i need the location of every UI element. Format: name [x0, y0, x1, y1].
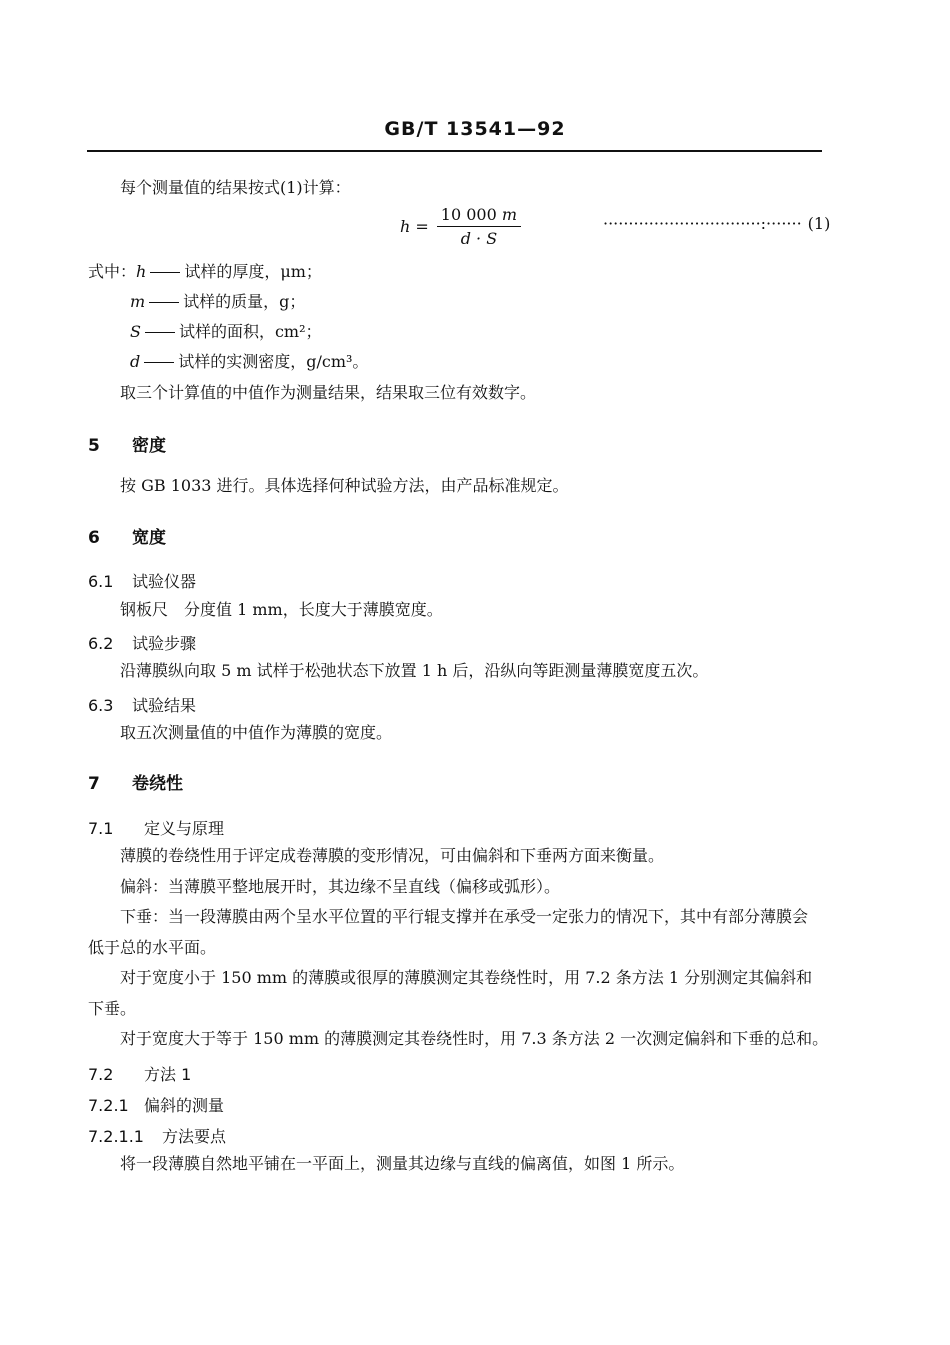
section-7-1-p3-line1: 下垂：当一段薄膜由两个呈水平位置的平行辊支撑并在承受一定张力的情况下，其中有部分薄膜会	[120, 907, 809, 926]
section-7-2-1-1-heading: 7.2.1.1 方法要点	[88, 1127, 227, 1146]
formula-1	[400, 205, 521, 248]
formula-ref: (1)	[807, 214, 831, 233]
formula-numerator: 10 000 m	[437, 205, 521, 227]
document-header-code: GB/T 13541—92	[384, 118, 566, 140]
em-dash	[149, 302, 179, 303]
section-7-1-p4-line1: 对于宽度小于 150 mm 的薄膜或很厚的薄膜测定其卷绕性时，用 7.2 条方法 1 分别测定其偏斜和	[120, 968, 813, 987]
section-5-heading: 5 密度	[88, 436, 166, 456]
where-line-s: S 试样的面积，cm²；	[130, 322, 322, 341]
section-7-1-p5: 对于宽度大于等于 150 mm 的薄膜测定其卷绕性时，用 7.3 条方法 2 一次测定偏斜和下垂的总和。	[120, 1029, 829, 1048]
section-7-1-p4-line2: 下垂。	[88, 999, 137, 1018]
em-dash	[144, 362, 174, 363]
intro-line: 每个测量值的结果按式(1)计算：	[120, 178, 351, 197]
em-dash	[150, 272, 180, 273]
section-6-3-heading: 6.3 试验结果	[88, 696, 197, 715]
section-6-1-body: 钢板尺 分度值 1 mm，长度大于薄膜宽度。	[120, 600, 443, 619]
section-6-3-body: 取五次测量值的中值作为薄膜的宽度。	[120, 723, 393, 742]
em-dash	[145, 332, 175, 333]
section-7-2-1-1-body: 将一段薄膜自然地平铺在一平面上，测量其边缘与直线的偏离值，如图 1 所示。	[120, 1154, 685, 1173]
section-6-heading: 6 宽度	[88, 528, 166, 548]
formula-lhs: h =	[400, 217, 429, 236]
where-result: 取三个计算值的中值作为测量结果，结果取三位有效数字。	[120, 383, 537, 402]
section-7-heading: 7 卷绕性	[88, 774, 183, 794]
section-7-1-p2: 偏斜：当薄膜平整地展开时，其边缘不呈直线（偏移或弧形）。	[120, 877, 561, 896]
section-7-2-1-heading: 7.2.1 偏斜的测量	[88, 1096, 225, 1115]
section-7-2-heading: 7.2 方法 1	[88, 1065, 192, 1084]
section-6-2-heading: 6.2 试验步骤	[88, 634, 197, 653]
section-6-2-body: 沿薄膜纵向取 5 m 试样于松弛状态下放置 1 h 后，沿纵向等距测量薄膜宽度五次。	[120, 661, 709, 680]
section-6-1-heading: 6.1 试验仪器	[88, 572, 197, 591]
where-line-d: d 试样的实测密度，g/cm³。	[130, 352, 369, 371]
header-rule	[87, 150, 822, 152]
where-line-m: m 试样的质量，g；	[130, 292, 306, 311]
section-7-1-p1: 薄膜的卷绕性用于评定成卷薄膜的变形情况，可由偏斜和下垂两方面来衡量。	[120, 846, 665, 865]
section-7-1-heading: 7.1 定义与原理	[88, 819, 225, 838]
where-line-h: 式中：h 试样的厚度，μm；	[88, 262, 322, 281]
formula-denominator: d · S	[460, 229, 498, 248]
section-5-body: 按 GB 1033 进行。具体选择何种试验方法，由产品标准规定。	[120, 476, 569, 495]
section-7-1-p3-line2: 低于总的水平面。	[88, 938, 217, 957]
formula-leader: ·······························:······· (1)	[603, 214, 831, 233]
